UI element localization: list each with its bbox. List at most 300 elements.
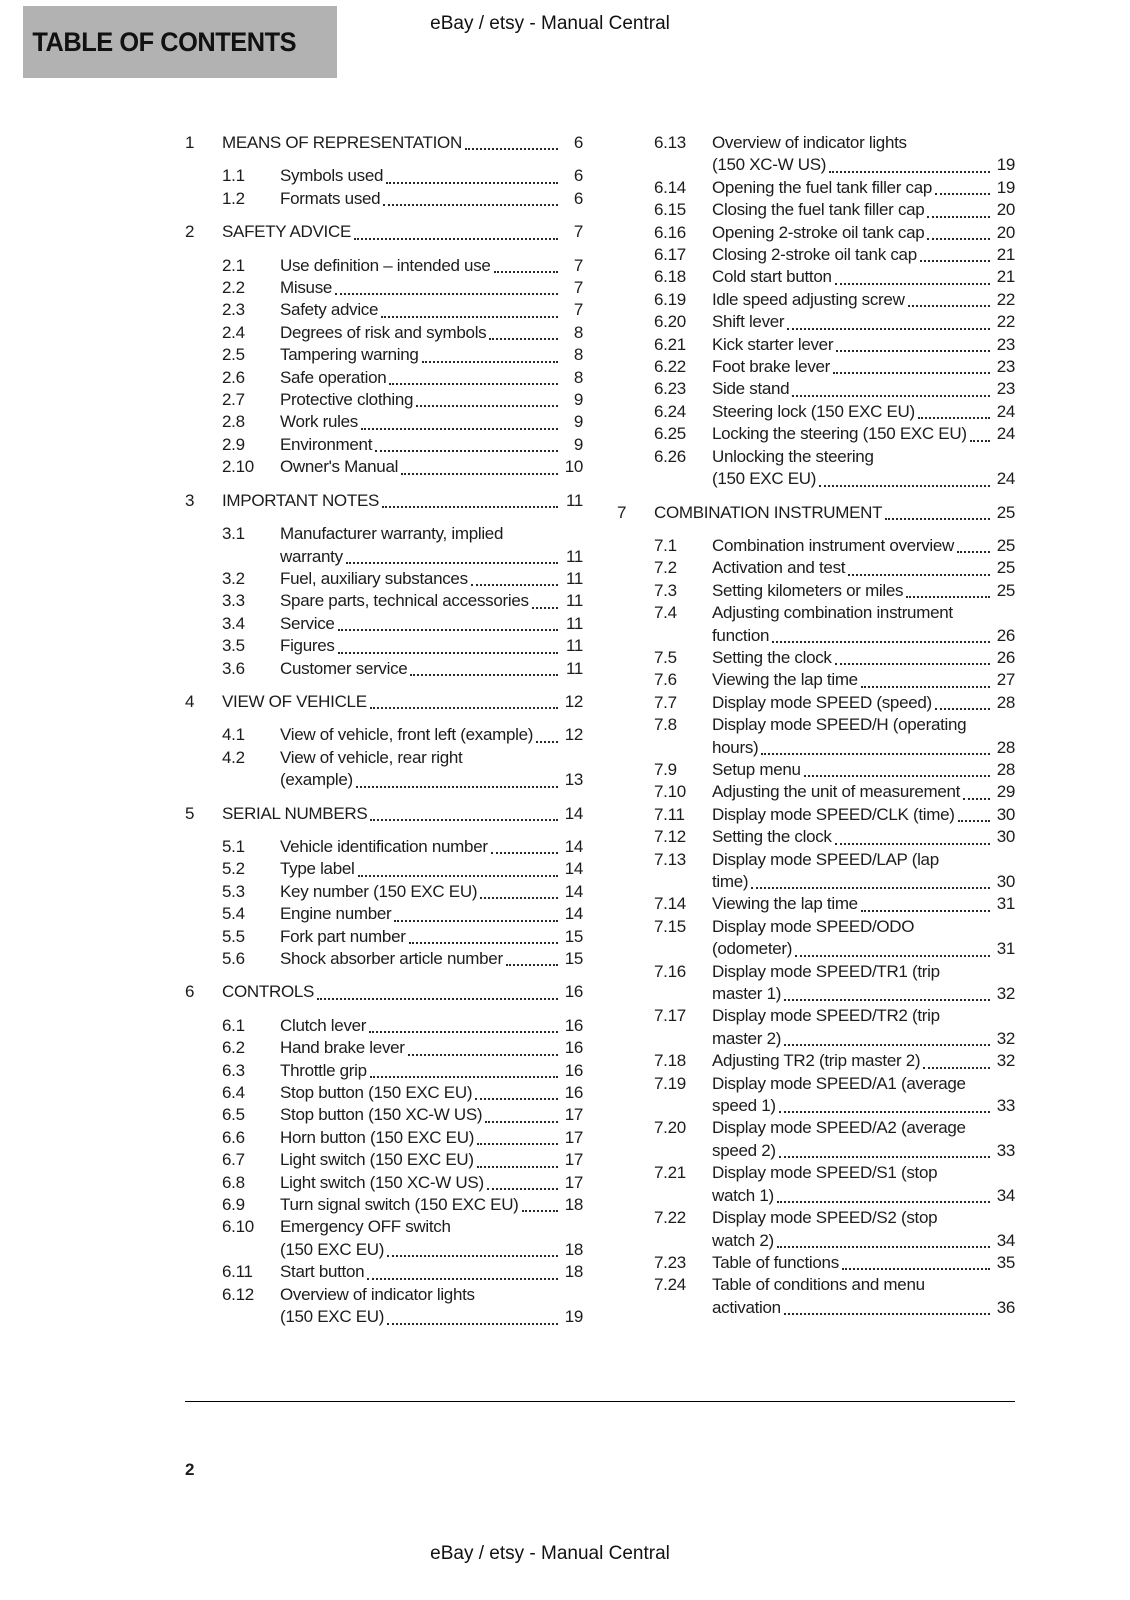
entry-last-line	[280, 658, 583, 680]
entry-title: Start button	[280, 1262, 365, 1282]
entry-page-number: 16	[564, 1060, 583, 1080]
entry-last-line	[712, 1252, 1015, 1274]
entry-page-number: 13	[564, 770, 583, 790]
entry-number: 6.19	[654, 289, 686, 309]
entry-last-line	[712, 334, 1015, 356]
entry-title-wrap	[712, 423, 1015, 445]
entry-title: Protective clothing	[280, 390, 414, 410]
entry-last-line	[222, 981, 583, 1003]
entry-title: Display mode SPEED/CLK (time)	[712, 804, 955, 824]
entry-title-wrap	[712, 1117, 1015, 1162]
entry-number: 2.3	[222, 300, 245, 320]
entry-title: CONTROLS	[222, 982, 315, 1002]
entry-number: 6.20	[654, 312, 686, 332]
toc-entry	[185, 132, 583, 154]
entry-page-number: 21	[996, 245, 1015, 265]
entry-title-wrap	[712, 781, 1015, 803]
entry-title: time)	[712, 872, 749, 891]
toc-entry	[617, 1073, 1015, 1118]
entry-dot-leader	[779, 1140, 990, 1158]
entry-page-number: 28	[996, 759, 1015, 779]
entry-page-number: 25	[996, 580, 1015, 600]
entry-page-number: 25	[996, 558, 1015, 578]
toc-entry	[185, 490, 583, 512]
entry-page-number: 31	[996, 939, 1015, 959]
entry-number: 7.12	[654, 827, 686, 847]
entry-page-number: 11	[565, 546, 583, 566]
entry-title-wrap	[222, 981, 583, 1003]
entry-last-line	[280, 568, 583, 590]
entry-dot-leader	[784, 983, 990, 1001]
entry-title: Combination instrument overview	[712, 535, 955, 555]
entry-number: 2.8	[222, 412, 245, 432]
entry-dot-leader	[779, 1095, 990, 1113]
entry-page-number: 34	[996, 1185, 1015, 1205]
entry-title-wrap	[280, 836, 583, 858]
entry-dot-leader	[389, 367, 558, 385]
entry-number: 2.5	[222, 345, 245, 365]
entry-title-wrap	[280, 1172, 583, 1194]
entry-title: Key number (150 EXC EU)	[280, 881, 478, 901]
entry-title: Adjusting the unit of measurement	[712, 782, 961, 802]
entry-title-wrap	[280, 948, 583, 970]
entry-page-number: 7	[573, 222, 583, 242]
entry-title-wrap	[712, 804, 1015, 826]
entry-title-wrap	[222, 221, 583, 243]
entry-title-wrap	[280, 1015, 583, 1037]
entry-title: Spare parts, technical accessories	[280, 591, 529, 611]
toc-entry	[617, 893, 1015, 915]
entry-title-wrap	[654, 502, 1015, 524]
toc-entry	[617, 423, 1015, 445]
entry-title: Tampering warning	[280, 345, 419, 365]
entry-last-line	[280, 1172, 583, 1194]
toc-entry	[617, 692, 1015, 714]
entry-page-number: 28	[996, 737, 1015, 757]
entry-dot-leader	[751, 871, 990, 889]
entry-last-line	[222, 803, 583, 825]
entry-dot-leader	[338, 635, 558, 653]
entry-last-line	[280, 769, 583, 791]
entry-title-wrap	[712, 1162, 1015, 1207]
entry-title-wrap	[280, 858, 583, 880]
entry-title: Setup menu	[712, 759, 801, 779]
entry-last-line	[280, 903, 583, 925]
entry-title: Vehicle identification number	[280, 836, 488, 856]
entry-number: 7.3	[654, 580, 677, 600]
entry-page-number: 14	[564, 859, 583, 879]
entry-last-line	[712, 1297, 1015, 1319]
entry-last-line	[712, 1050, 1015, 1072]
toc-entry	[185, 926, 583, 948]
entry-dot-leader	[475, 1082, 558, 1100]
entry-title-wrap	[280, 881, 583, 903]
toc-entry	[617, 557, 1015, 579]
toc-entry	[617, 804, 1015, 826]
entry-last-line	[222, 490, 583, 512]
entry-title: hours)	[712, 737, 759, 757]
entry-dot-leader	[772, 625, 990, 643]
toc-entry	[617, 580, 1015, 602]
entry-number: 1.2	[222, 188, 245, 208]
entry-title: Opening 2-stroke oil tank cap	[712, 222, 925, 242]
entry-page-number: 28	[996, 692, 1015, 712]
entry-number: 6.8	[222, 1172, 245, 1192]
entry-last-line	[712, 1028, 1015, 1050]
entry-page-number: 32	[996, 1028, 1015, 1048]
entry-title-wrap	[280, 903, 583, 925]
entry-number: 7.11	[654, 804, 685, 824]
entry-last-line	[280, 858, 583, 880]
toc-entry	[617, 1162, 1015, 1207]
entry-title-wrap	[280, 926, 583, 948]
toc-entry	[185, 221, 583, 243]
entry-dot-leader	[908, 289, 990, 307]
toc-heading: TABLE OF CONTENTS	[32, 26, 297, 57]
entry-page-number: 15	[564, 949, 583, 968]
entry-dot-leader	[792, 378, 990, 396]
entry-title-wrap	[712, 289, 1015, 311]
table-of-contents	[185, 132, 1015, 1329]
entry-page-number: 27	[996, 670, 1015, 690]
entry-title: (odometer)	[712, 939, 793, 959]
entry-number: 6.17	[654, 245, 686, 265]
toc-entry	[617, 446, 1015, 491]
entry-title: Cold start button	[712, 267, 832, 287]
entry-last-line	[712, 311, 1015, 333]
entry-title: warranty	[280, 546, 343, 566]
entry-title-wrap	[712, 759, 1015, 781]
entry-number: 6.2	[222, 1038, 245, 1058]
entry-page-number: 19	[564, 1307, 583, 1327]
entry-number: 7.9	[654, 759, 677, 779]
toc-entry	[617, 177, 1015, 199]
entry-last-line	[712, 423, 1015, 445]
entry-title-line: Display mode SPEED/H (operating	[712, 715, 967, 735]
entry-last-line	[712, 826, 1015, 848]
entry-number: 3.4	[222, 613, 245, 633]
toc-entry	[617, 781, 1015, 803]
entry-dot-leader	[386, 165, 558, 183]
entry-title: Closing 2-stroke oil tank cap	[712, 245, 917, 265]
entry-title-wrap	[222, 132, 583, 154]
toc-entry	[185, 277, 583, 299]
entry-title-wrap	[280, 299, 583, 321]
entry-title-line: Emergency OFF switch	[280, 1217, 451, 1237]
entry-title-wrap	[280, 255, 583, 277]
entry-last-line	[280, 1306, 583, 1328]
entry-dot-leader	[935, 692, 990, 710]
entry-last-line	[712, 625, 1015, 647]
entry-number: 7.17	[654, 1006, 686, 1026]
entry-page-number: 18	[564, 1195, 583, 1215]
entry-title: Locking the steering (150 EXC EU)	[712, 424, 967, 444]
entry-title-line: View of vehicle, rear right	[280, 747, 463, 767]
entry-dot-leader	[354, 221, 558, 239]
entry-number: 4	[185, 691, 195, 711]
entry-title-wrap	[280, 322, 583, 344]
toc-entry	[617, 849, 1015, 894]
entry-page-number: 12	[564, 725, 583, 745]
entry-title-wrap	[280, 456, 583, 478]
entry-number: 7.8	[654, 715, 677, 735]
entry-dot-leader	[422, 344, 558, 362]
entry-title-wrap	[280, 1149, 583, 1171]
entry-title: Setting the clock	[712, 827, 832, 847]
entry-dot-leader	[506, 948, 558, 966]
toc-entry	[617, 502, 1015, 524]
entry-last-line	[712, 557, 1015, 579]
toc-entry	[185, 1194, 583, 1216]
entry-title: (150 EXC EU)	[280, 1307, 385, 1327]
entry-page-number: 23	[996, 334, 1015, 354]
entry-last-line	[712, 1185, 1015, 1207]
entry-last-line	[712, 871, 1015, 893]
entry-last-line	[280, 546, 583, 568]
toc-entry	[185, 255, 583, 277]
entry-title: Kick starter lever	[712, 334, 834, 354]
entry-title-wrap	[712, 669, 1015, 691]
toc-entry	[617, 334, 1015, 356]
entry-dot-leader	[370, 803, 558, 821]
entry-title: Figures	[280, 636, 335, 656]
entry-title-wrap	[712, 714, 1015, 759]
entry-page-number: 23	[996, 357, 1015, 377]
entry-dot-leader	[784, 1297, 990, 1315]
entry-page-number: 24	[996, 469, 1015, 489]
entry-number: 2.9	[222, 434, 245, 454]
entry-number: 7.14	[654, 894, 686, 914]
entry-page-number: 14	[564, 881, 583, 901]
entry-number: 7.20	[654, 1118, 686, 1138]
toc-entry	[185, 1261, 583, 1283]
entry-last-line	[280, 165, 583, 187]
entry-last-line	[280, 1015, 583, 1037]
toc-entry	[617, 1050, 1015, 1072]
toc-entry	[185, 1060, 583, 1082]
entry-number: 6.26	[654, 446, 686, 466]
entry-title-wrap	[712, 1050, 1015, 1072]
entry-number: 7.22	[654, 1208, 686, 1228]
entry-title-wrap	[712, 378, 1015, 400]
entry-dot-leader	[338, 613, 558, 631]
entry-number: 3.5	[222, 636, 245, 656]
entry-title-line: Display mode SPEED/LAP (lap	[712, 849, 939, 869]
toc-entry	[185, 635, 583, 657]
entry-last-line	[712, 580, 1015, 602]
toc-entry	[185, 903, 583, 925]
entry-number: 7.6	[654, 670, 677, 690]
entry-dot-leader	[787, 311, 990, 329]
entry-dot-leader	[382, 490, 558, 508]
entry-number: 6.24	[654, 401, 686, 421]
entry-page-number: 25	[996, 535, 1015, 555]
entry-title: Viewing the lap time	[712, 670, 858, 690]
entry-dot-leader	[819, 468, 990, 486]
entry-title-wrap	[280, 1194, 583, 1216]
entry-dot-leader	[804, 759, 990, 777]
entry-title: Stop button (150 EXC EU)	[280, 1083, 473, 1103]
entry-title: (150 EXC EU)	[712, 469, 817, 489]
toc-entry	[185, 367, 583, 389]
toc-entry	[185, 165, 583, 187]
toc-entry	[617, 714, 1015, 759]
entry-title-wrap	[712, 961, 1015, 1006]
entry-dot-leader	[835, 266, 990, 284]
entry-title-wrap	[280, 658, 583, 680]
entry-number: 3.1	[222, 524, 245, 544]
entry-number: 2.2	[222, 278, 245, 298]
entry-title-wrap	[280, 367, 583, 389]
entry-number: 3.2	[222, 568, 245, 588]
toc-entry	[185, 658, 583, 680]
entry-page-number: 18	[564, 1239, 583, 1259]
entry-title: IMPORTANT NOTES	[222, 490, 380, 510]
entry-number: 6.11	[222, 1262, 253, 1282]
entry-title: Safety advice	[280, 300, 379, 320]
entry-title-line: Display mode SPEED/S2 (stop	[712, 1208, 938, 1228]
entry-title: Light switch (150 XC-W US)	[280, 1172, 484, 1192]
toc-entry	[617, 535, 1015, 557]
toc-entry	[185, 724, 583, 746]
entry-dot-leader	[784, 1028, 990, 1046]
entry-dot-leader	[383, 188, 558, 206]
entry-title-wrap	[712, 222, 1015, 244]
entry-title: Stop button (150 XC-W US)	[280, 1105, 483, 1125]
entry-number: 6.9	[222, 1195, 245, 1215]
entry-title-wrap	[280, 165, 583, 187]
entry-last-line	[280, 1037, 583, 1059]
entry-last-line	[280, 1194, 583, 1216]
entry-number: 2.6	[222, 367, 245, 387]
entry-last-line	[712, 266, 1015, 288]
entry-page-number: 7	[573, 278, 583, 298]
entry-page-number: 22	[996, 289, 1015, 309]
toc-entry	[617, 401, 1015, 423]
entry-dot-leader	[970, 423, 990, 441]
entry-number: 6	[185, 982, 195, 1002]
entry-page-number: 14	[564, 836, 583, 856]
entry-page-number: 14	[564, 803, 583, 823]
entry-number: 5.4	[222, 904, 245, 924]
entry-title-wrap	[280, 1104, 583, 1126]
entry-page-number: 16	[564, 1083, 583, 1103]
entry-number: 5.5	[222, 926, 245, 946]
entry-page-number: 35	[996, 1252, 1015, 1272]
entry-title-wrap	[712, 334, 1015, 356]
entry-title: (example)	[280, 770, 353, 790]
entry-title: Light switch (150 EXC EU)	[280, 1150, 474, 1170]
entry-dot-leader	[361, 411, 558, 429]
entry-number: 2.1	[222, 255, 245, 275]
toc-entry	[185, 322, 583, 344]
entry-number: 6.4	[222, 1083, 245, 1103]
entry-title-wrap	[712, 266, 1015, 288]
entry-page-number: 11	[565, 591, 583, 611]
entry-title-wrap	[280, 188, 583, 210]
toc-entry	[185, 858, 583, 880]
entry-page-number: 20	[996, 200, 1015, 220]
entry-number: 1	[185, 133, 195, 152]
entry-page-number: 6	[573, 188, 583, 208]
entry-number: 7.4	[654, 603, 677, 623]
entry-dot-leader	[532, 590, 558, 608]
entry-number: 5	[185, 803, 195, 823]
entry-last-line	[654, 502, 1015, 524]
entry-title-wrap	[712, 692, 1015, 714]
entry-title: speed 1)	[712, 1096, 776, 1116]
toc-entry	[617, 289, 1015, 311]
entry-title-line: Display mode SPEED/A2 (average	[712, 1118, 966, 1138]
entry-number: 5.3	[222, 881, 245, 901]
entry-title-wrap	[280, 1216, 583, 1261]
entry-title-wrap	[712, 535, 1015, 557]
entry-last-line	[712, 983, 1015, 1005]
entry-last-line	[280, 590, 583, 612]
toc-entry	[185, 1149, 583, 1171]
toc-entry	[185, 1284, 583, 1329]
toc-entry	[185, 434, 583, 456]
entry-number: 6.23	[654, 379, 686, 399]
toc-entry	[185, 691, 583, 713]
entry-title: Display mode SPEED (speed)	[712, 692, 932, 712]
toc-entry	[185, 1172, 583, 1194]
toc-entry	[617, 759, 1015, 781]
entry-number: 6.25	[654, 424, 686, 444]
toc-entry	[185, 389, 583, 411]
toc-entry	[185, 836, 583, 858]
entry-last-line	[712, 199, 1015, 221]
entry-title-wrap	[712, 1207, 1015, 1252]
toc-entry	[185, 344, 583, 366]
entry-title: Type label	[280, 859, 355, 879]
entry-title-line: Overview of indicator lights	[280, 1284, 475, 1304]
entry-last-line	[280, 881, 583, 903]
entry-title: Activation and test	[712, 558, 846, 578]
entry-title-wrap	[712, 1252, 1015, 1274]
entry-number: 7.2	[654, 558, 677, 578]
toc-entry	[617, 266, 1015, 288]
entry-dot-leader	[777, 1230, 990, 1248]
entry-title: View of vehicle, front left (example)	[280, 725, 534, 745]
entry-last-line	[712, 401, 1015, 423]
toc-entry	[617, 1274, 1015, 1319]
entry-page-number: 9	[573, 390, 583, 410]
entry-title-wrap	[280, 434, 583, 456]
entry-title: Use definition – intended use	[280, 255, 491, 275]
entry-number: 6.14	[654, 177, 686, 197]
entry-title-wrap	[712, 916, 1015, 961]
entry-dot-leader	[522, 1194, 558, 1212]
entry-last-line	[712, 222, 1015, 244]
entry-number: 6.22	[654, 357, 686, 377]
entry-page-number: 15	[564, 926, 583, 946]
toc-entry	[185, 981, 583, 1003]
entry-title: Closing the fuel tank filler cap	[712, 200, 925, 220]
entry-title: Idle speed adjusting screw	[712, 289, 905, 309]
entry-title-wrap	[280, 635, 583, 657]
toc-entry	[617, 356, 1015, 378]
footer-site-title: eBay / etsy - Manual Central	[430, 1543, 670, 1564]
entry-page-number: 33	[996, 1140, 1015, 1160]
entry-page-number: 17	[564, 1150, 583, 1170]
entry-title: Formats used	[280, 188, 381, 208]
entry-last-line	[280, 188, 583, 210]
entry-dot-leader	[485, 1104, 558, 1122]
entry-title-wrap	[712, 356, 1015, 378]
entry-dot-leader	[927, 222, 990, 240]
entry-page-number: 11	[565, 490, 583, 510]
